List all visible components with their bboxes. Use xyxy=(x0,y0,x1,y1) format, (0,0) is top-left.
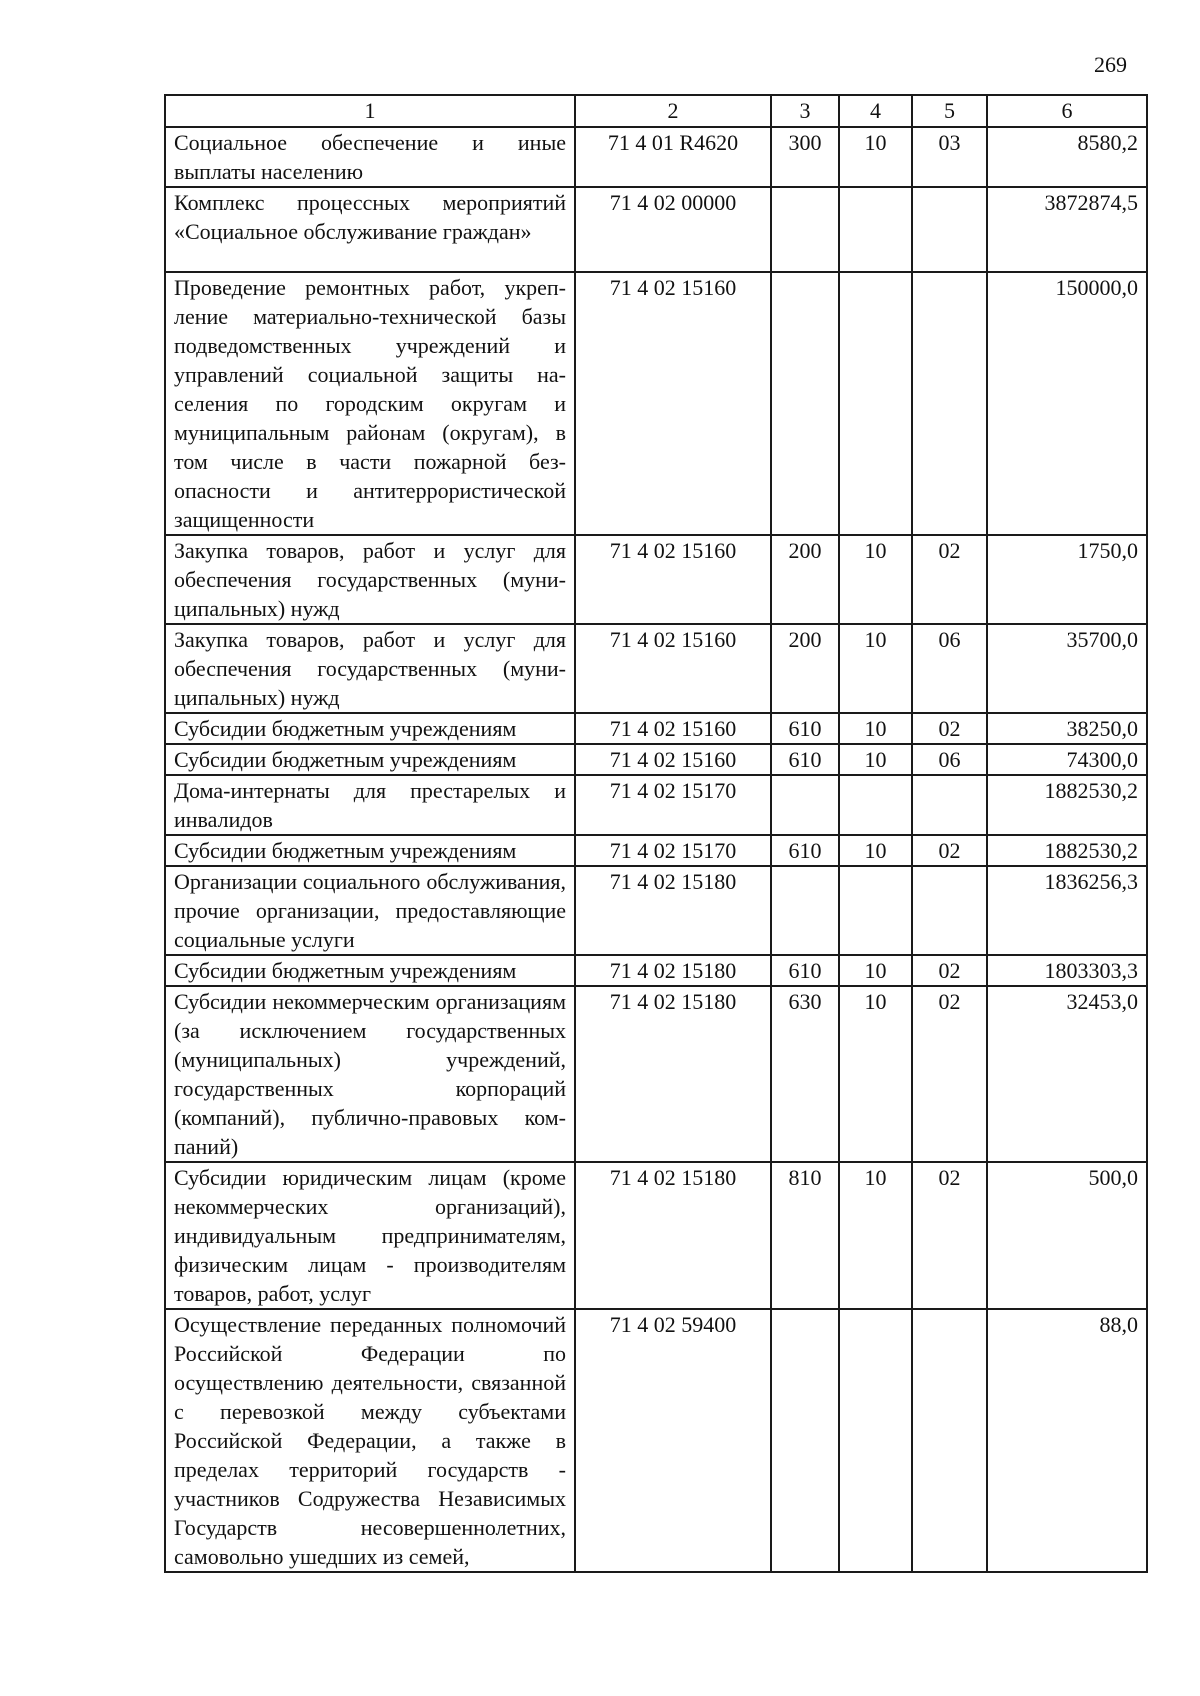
row-amount: 38250,0 xyxy=(987,713,1147,744)
row-code: 71 4 02 15170 xyxy=(575,775,771,835)
table-row xyxy=(165,775,1147,835)
row-section xyxy=(839,272,912,535)
table-row xyxy=(165,187,1147,272)
row-amount: 3872874,5 xyxy=(987,187,1147,272)
row-expense-type: 200 xyxy=(771,624,839,713)
row-subsection: 06 xyxy=(912,624,987,713)
row-subsection xyxy=(912,272,987,535)
row-name: Закупка товаров, работ и услуг для обеспечения государственных (муниципальных) нужд xyxy=(165,624,575,713)
row-expense-type xyxy=(771,187,839,272)
row-section: 10 xyxy=(839,744,912,775)
table-row xyxy=(165,535,1147,624)
row-subsection: 02 xyxy=(912,986,987,1162)
header-row xyxy=(165,95,1147,127)
row-expense-type: 300 xyxy=(771,127,839,187)
row-amount: 74300,0 xyxy=(987,744,1147,775)
row-expense-type: 630 xyxy=(771,986,839,1162)
row-name: Осуществление переданных полномочий Российской Федерации по осуществлению деятельности, связанной с перевозкой между субъектами Российской Федерации, а также в пределах территорий государств - участников Содружества Независимых Государств несовершеннолетних, самовольно ушедших из семей, xyxy=(165,1309,575,1572)
row-name: Социальное обеспечение и иные выплаты населению xyxy=(165,127,575,187)
row-name: Субсидии бюджетным учреждениям xyxy=(165,955,575,986)
table-row xyxy=(165,272,1147,535)
row-subsection: 02 xyxy=(912,1162,987,1309)
row-amount: 88,0 xyxy=(987,1309,1147,1572)
row-name: Субсидии некоммерческим организациям (за исключением государственных (муниципальных) учреждений, государственных корпораций (компаний), публично-правовых компаний) xyxy=(165,986,575,1162)
row-expense-type: 610 xyxy=(771,955,839,986)
row-section xyxy=(839,1309,912,1572)
row-code: 71 4 02 15180 xyxy=(575,1162,771,1309)
row-name: Организации социального обслуживания, прочие организации, предоставляющие социальные услуги xyxy=(165,866,575,955)
budget-table xyxy=(164,94,1148,1573)
row-code: 71 4 02 15170 xyxy=(575,835,771,866)
row-expense-type xyxy=(771,1309,839,1572)
row-code: 71 4 02 15160 xyxy=(575,272,771,535)
row-name: Проведение ремонтных работ, укрепление материально-технической базы подведомственных учреждений и управлений социальной защиты населения по городским округам и муниципальным районам (округам), в том числе в части пожарной безопасности и антитеррористической защищенности xyxy=(165,272,575,535)
row-expense-type: 610 xyxy=(771,744,839,775)
row-section xyxy=(839,187,912,272)
row-expense-type: 610 xyxy=(771,835,839,866)
row-subsection: 02 xyxy=(912,835,987,866)
row-amount: 35700,0 xyxy=(987,624,1147,713)
row-name: Субсидии бюджетным учреждениям xyxy=(165,713,575,744)
row-name: Дома-интернаты для престарелых и инвалидов xyxy=(165,775,575,835)
table-body xyxy=(165,127,1147,1572)
row-expense-type xyxy=(771,272,839,535)
column-header: 2 xyxy=(575,95,771,127)
row-subsection: 02 xyxy=(912,713,987,744)
row-section: 10 xyxy=(839,986,912,1162)
column-header: 4 xyxy=(839,95,912,127)
row-name: Субсидии бюджетным учреждениям xyxy=(165,835,575,866)
table-row xyxy=(165,866,1147,955)
row-section: 10 xyxy=(839,835,912,866)
row-section: 10 xyxy=(839,713,912,744)
row-name: Закупка товаров, работ и услуг для обеспечения государственных (муниципальных) нужд xyxy=(165,535,575,624)
row-expense-type xyxy=(771,775,839,835)
row-subsection: 06 xyxy=(912,744,987,775)
row-section xyxy=(839,775,912,835)
row-amount: 1836256,3 xyxy=(987,866,1147,955)
table-header xyxy=(165,95,1147,127)
table-row xyxy=(165,955,1147,986)
table-row xyxy=(165,1309,1147,1572)
row-code: 71 4 01 R4620 xyxy=(575,127,771,187)
table-row xyxy=(165,713,1147,744)
row-subsection xyxy=(912,866,987,955)
row-amount: 1882530,2 xyxy=(987,835,1147,866)
table-row xyxy=(165,624,1147,713)
row-code: 71 4 02 15160 xyxy=(575,713,771,744)
row-subsection xyxy=(912,187,987,272)
row-expense-type: 810 xyxy=(771,1162,839,1309)
row-amount: 1882530,2 xyxy=(987,775,1147,835)
table-row xyxy=(165,1162,1147,1309)
row-subsection: 02 xyxy=(912,955,987,986)
row-section: 10 xyxy=(839,955,912,986)
page-number: 269 xyxy=(1094,52,1127,77)
row-section: 10 xyxy=(839,127,912,187)
row-amount: 32453,0 xyxy=(987,986,1147,1162)
row-amount: 150000,0 xyxy=(987,272,1147,535)
table-row xyxy=(165,835,1147,866)
row-expense-type: 200 xyxy=(771,535,839,624)
row-subsection: 02 xyxy=(912,535,987,624)
row-subsection xyxy=(912,775,987,835)
row-name: Субсидии юридическим лицам (кроме некоммерческих организаций), индивидуальным предпринимателям, физическим лицам - производителям товаров, работ, услуг xyxy=(165,1162,575,1309)
row-section xyxy=(839,866,912,955)
row-code: 71 4 02 15180 xyxy=(575,866,771,955)
row-code: 71 4 02 00000 xyxy=(575,187,771,272)
row-amount: 1803303,3 xyxy=(987,955,1147,986)
row-code: 71 4 02 59400 xyxy=(575,1309,771,1572)
row-name: Комплекс процессных мероприятий «Социальное обслуживание граждан» xyxy=(165,187,575,272)
table-row xyxy=(165,127,1147,187)
row-subsection: 03 xyxy=(912,127,987,187)
row-code: 71 4 02 15180 xyxy=(575,986,771,1162)
column-header: 6 xyxy=(987,95,1147,127)
row-expense-type xyxy=(771,866,839,955)
row-section: 10 xyxy=(839,624,912,713)
row-code: 71 4 02 15160 xyxy=(575,744,771,775)
row-section: 10 xyxy=(839,1162,912,1309)
column-header: 5 xyxy=(912,95,987,127)
row-name: Субсидии бюджетным учреждениям xyxy=(165,744,575,775)
row-amount: 8580,2 xyxy=(987,127,1147,187)
row-expense-type: 610 xyxy=(771,713,839,744)
table-row xyxy=(165,744,1147,775)
row-code: 71 4 02 15180 xyxy=(575,955,771,986)
column-header: 3 xyxy=(771,95,839,127)
row-code: 71 4 02 15160 xyxy=(575,624,771,713)
row-subsection xyxy=(912,1309,987,1572)
row-amount: 500,0 xyxy=(987,1162,1147,1309)
row-code: 71 4 02 15160 xyxy=(575,535,771,624)
column-header: 1 xyxy=(165,95,575,127)
table-row xyxy=(165,986,1147,1162)
row-amount: 1750,0 xyxy=(987,535,1147,624)
row-section: 10 xyxy=(839,535,912,624)
